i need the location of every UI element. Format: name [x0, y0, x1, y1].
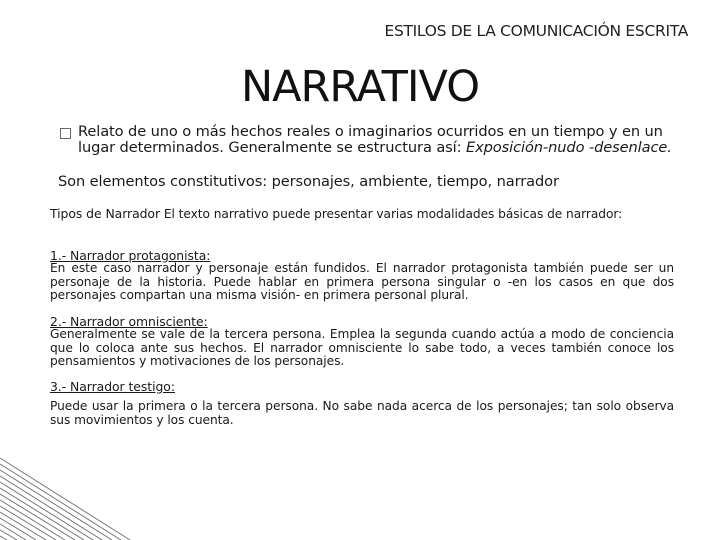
intro-bullet-text — [78, 124, 700, 156]
section-protagonista — [50, 249, 674, 302]
section-testigo — [50, 380, 674, 427]
decorative-corner-lines — [0, 450, 720, 540]
section-omnisciente — [50, 315, 674, 368]
slide-subtitle: ESTILOS DE LA COMUNICACIÓN ESCRITA — [384, 22, 688, 40]
checkbox-bullet-icon — [60, 128, 71, 139]
intro-text: Relato de uno o más hechos reales o imaginarios ocurridos en un tiempo y en un lugar determinados. Generalmente se estructura así: — [78, 123, 663, 156]
tipos-heading: Tipos de Narrador — [50, 206, 161, 221]
section-text: En este caso narrador y personaje están fundidos. El narrador protagonista también puede ser un personaje de la historia. Puede hablar en primera persona singular o -en los casos en que dos personajes compartan una misma visión- en primera personal plural. — [50, 261, 674, 302]
tipos-section — [50, 207, 674, 221]
elements-line: Son elementos constitutivos: personajes, ambiente, tiempo, narrador — [58, 173, 559, 190]
section-heading: 3.- Narrador testigo: — [50, 379, 175, 394]
intro-structure-text: Exposición-nudo -desenlace. — [465, 139, 672, 156]
section-heading: 1.- Narrador protagonista: — [50, 248, 211, 263]
tipos-text: El texto narrativo puede presentar varias modalidades básicas de narrador: — [160, 207, 623, 221]
intro-bullet — [60, 124, 700, 156]
section-text: Puede usar la primera o la tercera persona. No sabe nada acerca de los personajes; tan solo observa sus movimientos y los cuenta. — [50, 399, 674, 427]
section-heading: 2.- Narrador omnisciente: — [50, 314, 208, 329]
slide-title: NARRATIVO — [240, 62, 480, 112]
section-text: Generalmente se vale de la tercera persona. Emplea la segunda cuando actúa a modo de conciencia que lo coloca ante sus hechos. El narrador omnisciente lo sabe todo, a veces también conoce los pensamientos y motivaciones de los personajes. — [50, 327, 674, 368]
